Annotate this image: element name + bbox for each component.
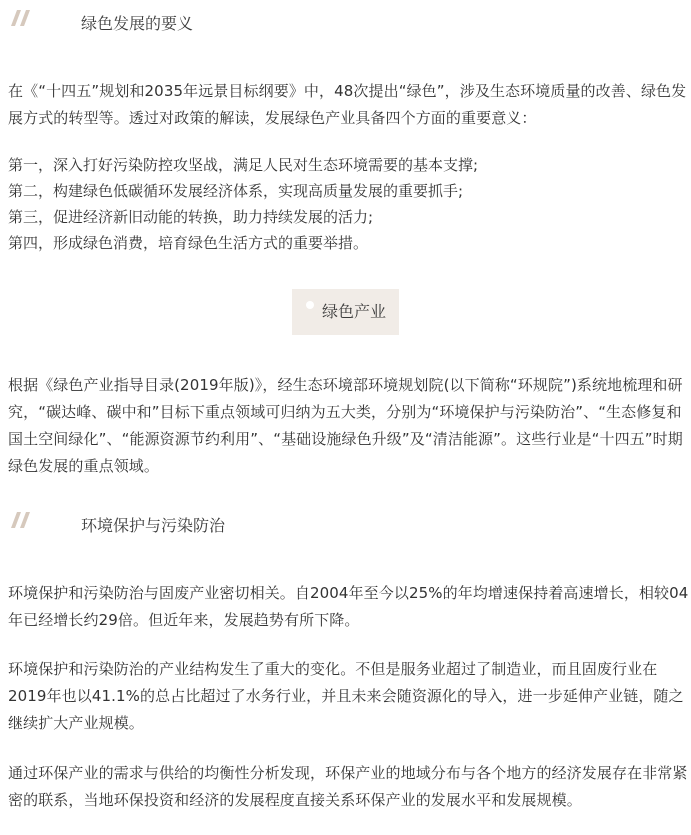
quote-mark-icon	[9, 8, 39, 30]
body-paragraph: 通过环保产业的需求与供给的均衡性分析发现，环保产业的地域分布与各个地方的经济发展存在非常紧密的联系，当地环保投资和经济的发展程度直接关系环保产业的发展水平和发展规模。	[8, 764, 688, 809]
dot-icon	[306, 301, 314, 309]
section-heading-environmental-protection: 环境保护与污染防治	[81, 516, 226, 535]
green-industry-paragraph: 根据《绿色产业指导目录(2019年版)》，经生态环境部环境规划院(以下简称“环规院”)系统地梳理和研究，“碳达峰、碳中和”目标下重点领域可归纳为五大类，分别为“环境保护与污染防治”、“生态修复和国土空间绿化”、“能源资源节约利用”、“基础设施绿色升级”及“清洁能源”。这些行业是“十四五”时期绿色发展的重点领域。	[8, 376, 683, 475]
body-paragraph: 环境保护和污染防治的产业结构发生了重大的变化。不但是服务业超过了制造业，而且固废行业在2019年也以41.1%的总占比超过了水务行业，并且未来会随资源化的导入，进一步延伸产业链，随之继续扩大产业规模。	[8, 660, 684, 732]
quote-mark-icon	[9, 510, 39, 532]
list-item: 第三，促进经济新旧动能的转换，助力持续发展的活力;	[8, 208, 374, 226]
list-item: 第二，构建绿色低碳循环发展经济体系，实现高质量发展的重要抓手;	[8, 182, 464, 200]
section-badge	[292, 289, 399, 335]
section-heading-green-development: 绿色发展的要义	[81, 14, 194, 33]
list-item: 第一，深入打好污染防控攻坚战，满足人民对生态环境需要的基本支撑;	[8, 156, 479, 174]
badge-label: 绿色产业	[322, 302, 387, 321]
intro-paragraph: 在《“十四五”规划和2035年远景目标纲要》中，48次提出“绿色”，涉及生态环境质量的改善、绿色发展方式的转型等。透过对政策的解读，发展绿色产业具备四个方面的重要意义：	[8, 82, 687, 127]
body-paragraph: 环境保护和污染防治与固废产业密切相关。自2004年至今以25%的年均增速保持着高速增长，相较04年已经增长约29倍。但近年来，发展趋势有所下降。	[8, 584, 689, 629]
list-item: 第四，形成绿色消费，培育绿色生活方式的重要举措。	[8, 234, 369, 252]
